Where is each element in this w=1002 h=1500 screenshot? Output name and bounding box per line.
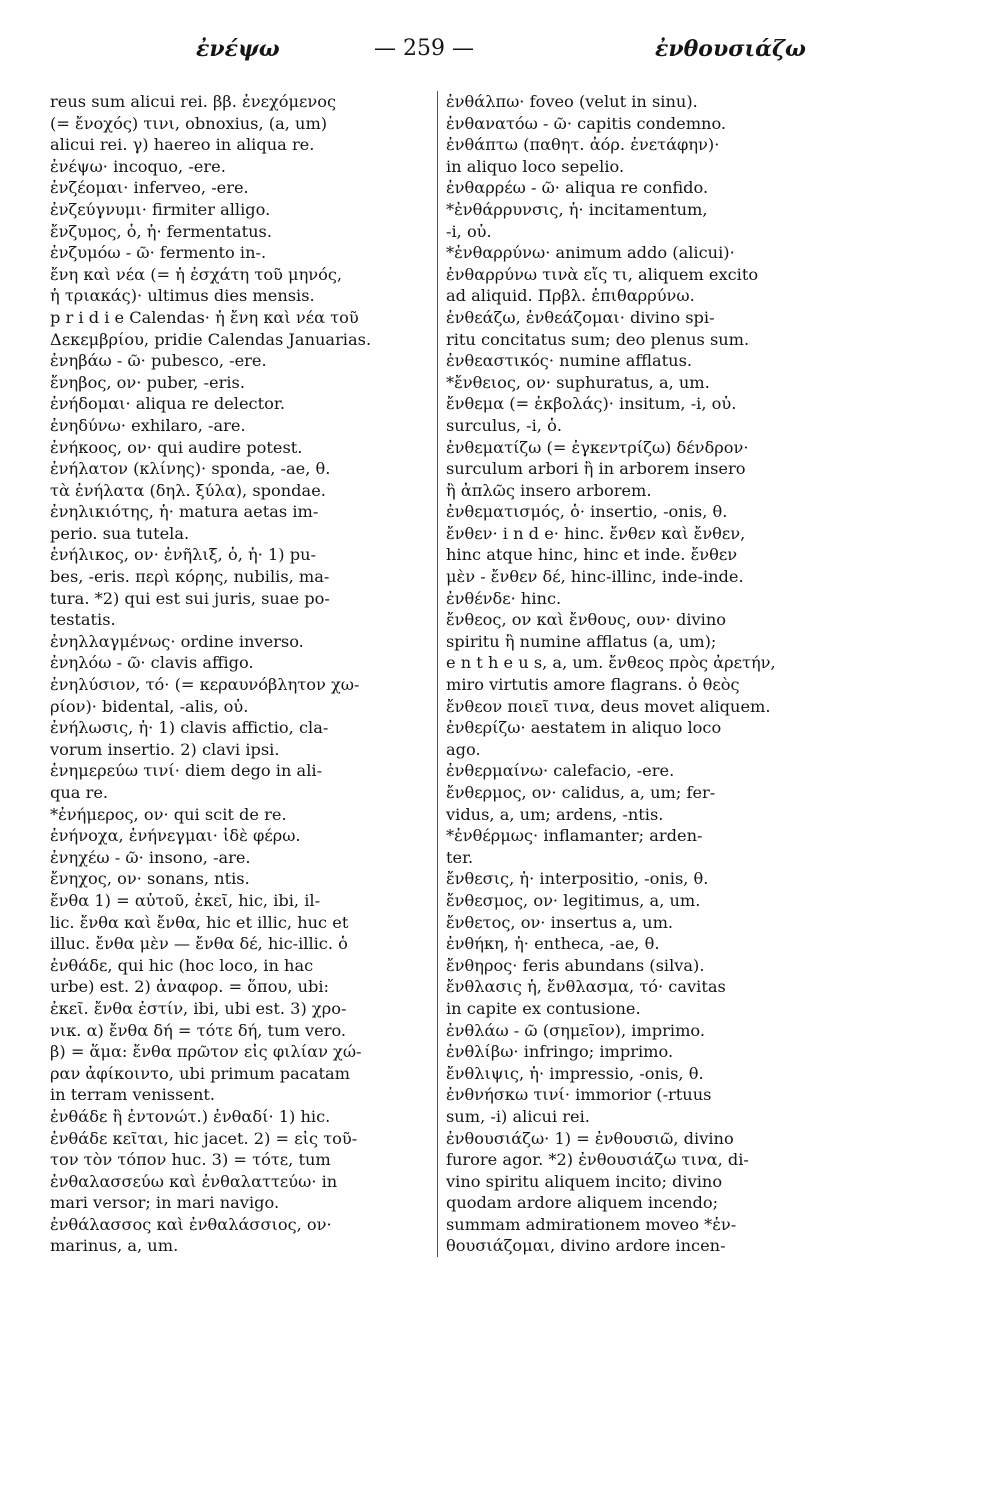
dictionary-line: ἐνθένδε· hinc. xyxy=(446,588,562,608)
dictionary-line: ἐνηχέω - ῶ· insono, -are. xyxy=(50,847,251,867)
dictionary-line: in terram venissent. xyxy=(50,1085,216,1105)
dictionary-line: illuc. ἔνθα μὲν — ἔνθα δέ, hic-illic. ὁ xyxy=(50,934,348,954)
dictionary-line: *ἔνθειος, ον· suphuratus, a, um. xyxy=(446,372,710,392)
dictionary-line: -i, οὐ. xyxy=(446,221,492,241)
dictionary-line: ἐνηλύσιον, τό· (= κεραυνόβλητον χω- xyxy=(50,675,360,695)
dictionary-line: ἔνθετος, ον· insertus a, um. xyxy=(446,912,674,932)
dictionary-line: p r i d i e Calendas· ἡ ἔνη καὶ νέα τοῦ xyxy=(50,307,359,327)
dictionary-line: ἔνη καὶ νέα (= ἡ ἐσχάτη τοῦ μηνός, xyxy=(50,264,343,284)
dictionary-line: ἐνθάδε ἢ ἐντονώτ.) ἐνθαδί· 1) hic. xyxy=(50,1106,331,1126)
dictionary-line: ἐνηλόω - ῶ· clavis affigo. xyxy=(50,653,254,673)
dictionary-line: ἐνθεματισμός, ὁ· insertio, -onis, θ. xyxy=(446,502,728,522)
header-left-guideword: ἐνέψω xyxy=(196,36,280,62)
page-number: — 259 — xyxy=(374,36,474,61)
dictionary-line: furore agor. *2) ἐνθουσιάζω τινα, di- xyxy=(446,1150,749,1170)
dictionary-line: spiritu ἢ numine afflatus (a, um); xyxy=(446,631,717,651)
dictionary-line: ἐνθανατόω - ῶ· capitis condemno. xyxy=(446,113,727,133)
dictionary-line: alicui rei. γ) haereo in aliqua re. xyxy=(50,135,315,155)
dictionary-line: ἡ τριακάς)· ultimus dies mensis. xyxy=(50,286,315,306)
dictionary-line: ἐνθνήσκω τινί· immorior (-rtuus xyxy=(446,1085,712,1105)
dictionary-line: sum, -i) alicui rei. xyxy=(446,1106,590,1126)
dictionary-line: marinus, a, um. xyxy=(50,1236,179,1256)
dictionary-line: ἐνθήκη, ἡ· entheca, -ae, θ. xyxy=(446,934,660,954)
dictionary-line: ἔνηβος, ον· puber, -eris. xyxy=(50,372,245,392)
dictionary-line: ἐνήδομαι· aliqua re delector. xyxy=(50,394,285,414)
dictionary-line: surculus, -i, ὁ. xyxy=(446,415,562,435)
dictionary-line: ἐνθαλασσεύω καὶ ἐνθαλαττεύω· in xyxy=(50,1171,338,1191)
dictionary-line: ἐνθεάζω, ἐνθεάζομαι· divino spi- xyxy=(446,307,715,327)
dictionary-line: ἐνέψω· incoquo, -ere. xyxy=(50,156,226,176)
dictionary-line: perio. sua tutela. xyxy=(50,523,190,543)
dictionary-line: *ἐνθαρρύνω· animum addo (alicui)· xyxy=(446,243,735,263)
dictionary-line: ἐνθαρρύνω τινὰ εἴς τι, aliquem excito xyxy=(446,264,759,284)
dictionary-line: ritu concitatus sum; deo plenus sum. xyxy=(446,329,750,349)
dictionary-line: νικ. α) ἔνθα δή = τότε δή, tum vero. xyxy=(50,1020,347,1040)
dictionary-line: ἐνθερμαίνω· calefacio, -ere. xyxy=(446,761,675,781)
dictionary-line: reus sum alicui rei. ββ. ἐνεχόμενος xyxy=(50,92,337,111)
dictionary-line: μὲν - ἔνθεν δέ, hinc-illinc, inde-inde. xyxy=(446,567,744,587)
dictionary-line: ἐνζυμόω - ῶ· fermento in-. xyxy=(50,243,267,263)
dictionary-line: (= ἔνοχός) τινι, obnoxius, (a, um) xyxy=(50,113,328,133)
dictionary-line: testatis. xyxy=(50,610,116,630)
dictionary-line: ἐνθάλασσος καὶ ἐνθαλάσσιος, ον· xyxy=(50,1214,332,1234)
dictionary-line: τὰ ἐνήλατα (δηλ. ξύλα), spondae. xyxy=(50,480,326,500)
dictionary-line: ἐνηλικιότης, ἡ· matura aetas im- xyxy=(50,502,319,522)
dictionary-line: ἐνθάδε, qui hic (hoc loco, in hac xyxy=(50,955,314,975)
dictionary-line: τον τὸν τόπον huc. 3) = τότε, tum xyxy=(50,1150,331,1170)
dictionary-line: ἐνήλατον (κλίνης)· sponda, -ae, θ. xyxy=(50,459,331,479)
dictionary-line: ραν ἀφίκοιντο, ubi primum pacatam xyxy=(50,1063,350,1083)
dictionary-line: Δεκεμβρίου, pridie Calendas Januarias. xyxy=(50,329,372,349)
dictionary-line: ἢ ἁπλῶς insero arborem. xyxy=(446,480,652,500)
dictionary-line: ἐκεῖ. ἔνθα ἐστίν, ibi, ubi est. 3) χρο- xyxy=(50,998,347,1018)
left-column xyxy=(50,91,420,1257)
dictionary-line: tura. *2) qui est sui juris, suae po- xyxy=(50,588,330,608)
dictionary-line: in capite ex contusione. xyxy=(446,998,641,1018)
dictionary-line: ἐνθλάω - ῶ (σημεῖον), imprimo. xyxy=(446,1020,706,1040)
dictionary-line: ἐνηδύνω· exhilaro, -are. xyxy=(50,415,246,435)
dictionary-line: ἔνθλασις ἡ, ἔνθλασμα, τό· cavitas xyxy=(446,977,726,997)
dictionary-line: e n t h e u s, a, um. ἔνθεος πρὸς ἀρετήν, xyxy=(446,653,776,673)
dictionary-line: *ἐνθάρρυνσις, ἡ· incitamentum, xyxy=(446,199,708,219)
dictionary-line: ἐνζέομαι· inferveo, -ere. xyxy=(50,178,249,198)
dictionary-line: ρίον)· bidental, -alis, οὐ. xyxy=(50,696,249,716)
dictionary-line: ἐνθεματίζω (= ἐγκεντρίζω) δένδρον· xyxy=(446,437,749,457)
dictionary-line: ἔνθεσις, ἡ· interpositio, -onis, θ. xyxy=(446,869,709,889)
dictionary-line: ἔνθα 1) = αὐτοῦ, ἐκεῖ, hic, ibi, il- xyxy=(50,890,321,910)
dictionary-line: vorum insertio. 2) clavi ipsi. xyxy=(50,739,280,759)
dictionary-line: surculum arbori ἢ in arborem insero xyxy=(446,459,746,479)
dictionary-line: ἔνζυμος, ὁ, ἡ· fermentatus. xyxy=(50,221,272,241)
dictionary-line: summam admirationem moveo *ἐν- xyxy=(446,1214,737,1234)
dictionary-line: ἔνθερμος, ον· calidus, a, um; fer- xyxy=(446,783,716,802)
dictionary-line: lic. ἔνθα καὶ ἔνθα, hic et illic, huc et xyxy=(50,912,349,932)
dictionary-line: vidus, a, um; ardens, -ntis. xyxy=(446,804,664,824)
dictionary-line: in aliquo loco sepelio. xyxy=(446,156,625,176)
dictionary-line: vino spiritu aliquem incito; divino xyxy=(446,1171,723,1191)
dictionary-line: ago. xyxy=(446,739,481,759)
dictionary-line: ἔνηχος, ον· sonans, ntis. xyxy=(50,869,250,889)
dictionary-line: ἐνήλικος, ον· ἐνῆλιξ, ὁ, ἡ· 1) pu- xyxy=(50,545,317,565)
dictionary-line: ἔνθεος, ον καὶ ἔνθους, ουν· divino xyxy=(446,610,727,630)
dictionary-line: ἐνθεαστικός· numine afflatus. xyxy=(446,351,693,371)
dictionary-line: quodam ardore aliquem incendo; xyxy=(446,1193,719,1213)
dictionary-line: ἔνθεμα (= ἐκβολάς)· insitum, -i, οὐ. xyxy=(446,394,737,414)
dictionary-line: bes, -eris. περὶ κόρης, nubilis, ma- xyxy=(50,567,330,587)
dictionary-line: ἐνθάδε κεῖται, hic jacet. 2) = εἰς τοῦ- xyxy=(50,1128,358,1148)
dictionary-line: *ἐνήμερος, ον· qui scit de re. xyxy=(50,804,287,824)
dictionary-line: ἐνήλωσις, ἡ· 1) clavis affictio, cla- xyxy=(50,718,329,738)
dictionary-line: θουσιάζομαι, divino ardore incen- xyxy=(446,1236,726,1256)
right-column xyxy=(437,91,818,1257)
dictionary-line: ἔνθεον ποιεῖ τινα, deus movet aliquem. xyxy=(446,696,771,716)
dictionary-line: ἔνθηρος· feris abundans (silva). xyxy=(446,955,705,975)
dictionary-line: ἐνηβάω - ῶ· pubesco, -ere. xyxy=(50,351,267,371)
dictionary-line: ἐνθερίζω· aestatem in aliquo loco xyxy=(446,718,722,738)
dictionary-line: *ἐνθέρμως· inflamanter; arden- xyxy=(446,826,703,846)
dictionary-line: miro virtutis amore flagrans. ὁ θεὸς xyxy=(446,675,740,695)
dictionary-line: ἐνθάπτω (παθητ. ἀόρ. ἐνετάφην)· xyxy=(446,135,720,155)
dictionary-line: ἔνθλιψις, ἡ· impressio, -onis, θ. xyxy=(446,1063,704,1083)
dictionary-line: ἐνζεύγνυμι· firmiter alligo. xyxy=(50,199,271,219)
dictionary-line: ad aliquid. Πρβλ. ἐπιθαρρύνω. xyxy=(446,286,695,306)
dictionary-line: ἔνθεν· i n d e· hinc. ἔνθεν καὶ ἔνθεν, xyxy=(446,523,746,543)
dictionary-line: ἐνθουσιάζω· 1) = ἐνθουσιῶ, divino xyxy=(446,1128,734,1148)
dictionary-line: β) = ἅμα: ἔνθα πρῶτον εἰς φιλίαν χώ- xyxy=(50,1042,362,1062)
dictionary-line: ἔνθεσμος, ον· legitimus, a, um. xyxy=(446,890,701,910)
header-right-guideword: ἐνθουσιάζω xyxy=(654,36,806,62)
page-header xyxy=(196,36,806,72)
dictionary-line: ter. xyxy=(446,847,474,867)
dictionary-line: ἐνθλίβω· infringo; imprimo. xyxy=(446,1042,674,1062)
dictionary-line: ἐνθαρρέω - ῶ· aliqua re confido. xyxy=(446,178,709,198)
dictionary-line: ἐνήνοχα, ἐνήνεγμαι· ἰδὲ φέρω. xyxy=(50,826,301,846)
dictionary-line: mari versor; in mari navigo. xyxy=(50,1193,280,1213)
dictionary-line: ἐνθάλπω· foveo (velut in sinu). xyxy=(446,92,698,111)
dictionary-line: ἐνήκοος, ον· qui audire potest. xyxy=(50,437,303,457)
dictionary-line: urbe) est. 2) ἀναφορ. = ὅπου, ubi: xyxy=(50,977,329,997)
dictionary-line: ἐνηλλαγμένως· ordine inverso. xyxy=(50,631,304,651)
dictionary-line: hinc atque hinc, hinc et inde. ἔνθεν xyxy=(446,545,738,565)
dictionary-line: ἐνημερεύω τινί· diem dego in ali- xyxy=(50,761,323,781)
dictionary-line: qua re. xyxy=(50,783,109,802)
